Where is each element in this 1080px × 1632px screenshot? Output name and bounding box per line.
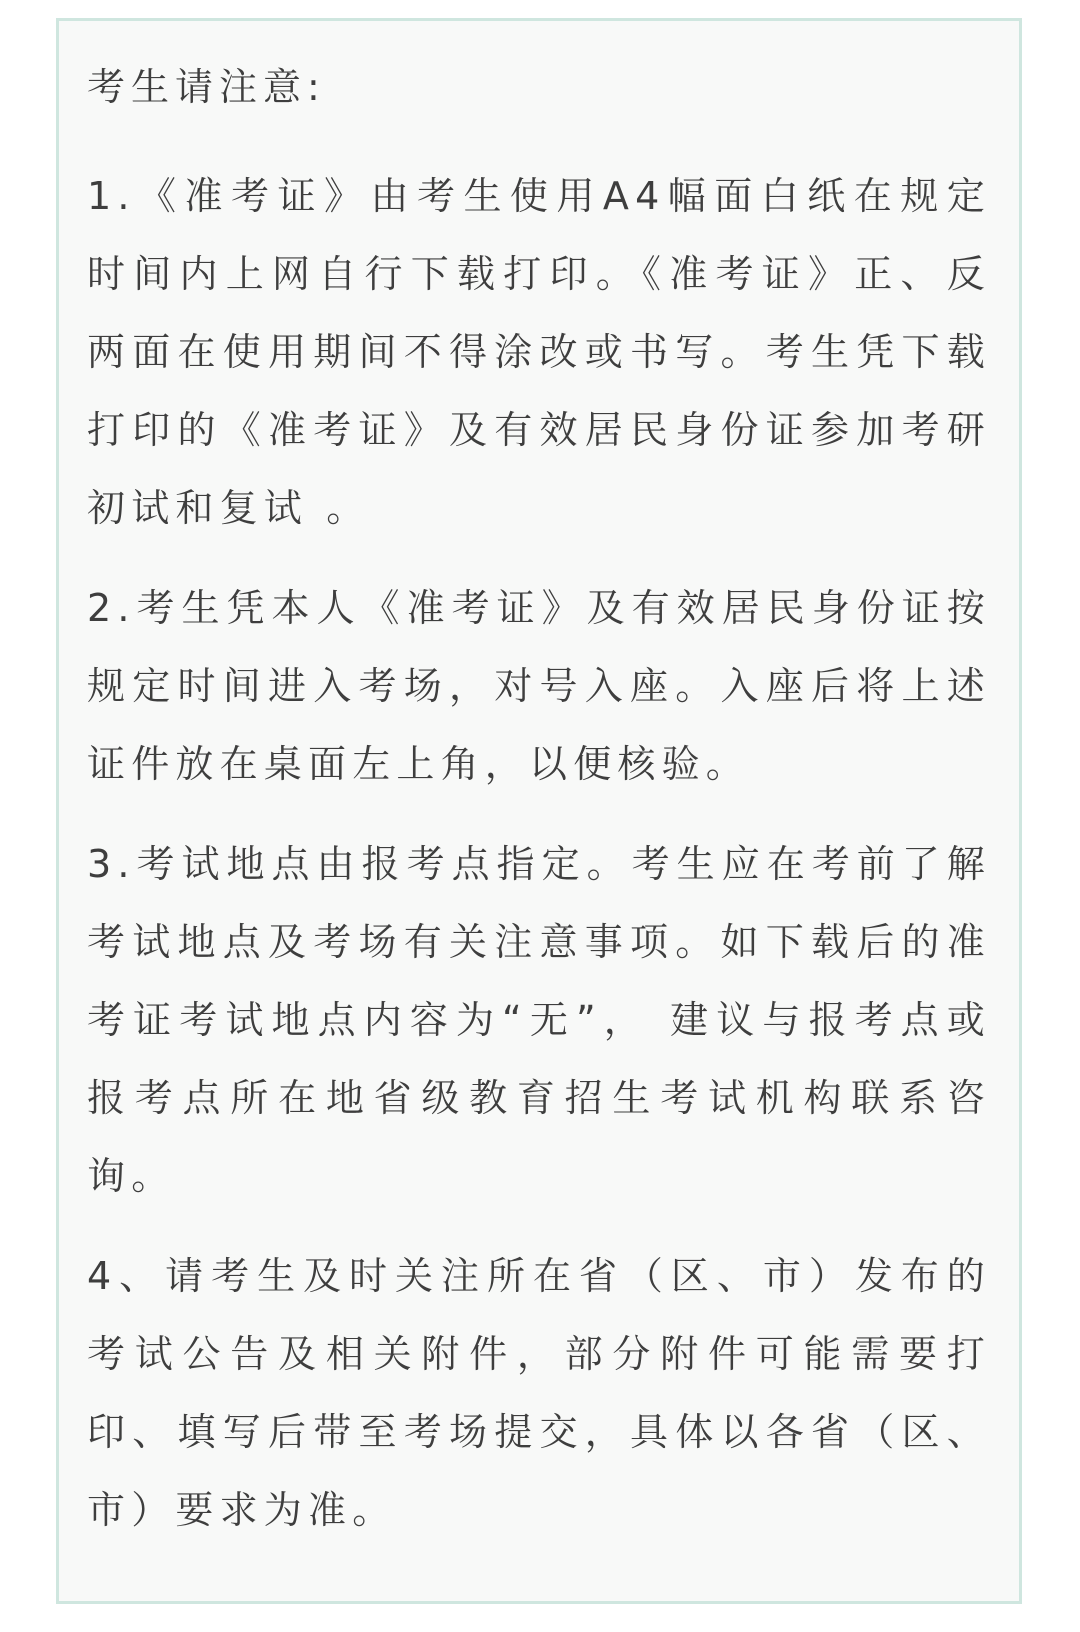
notice-title: 考生请注意: bbox=[87, 65, 326, 109]
notice-item-3: 3.考试地点由报考点指定。考生应在考前了解考试地点及考场有关注意事项。如下载后的准考证考试地点内容为“无”， 建议与报考点或报考点所在地省级教育招生考试机构联系咨询。 bbox=[87, 842, 991, 1198]
notice-item-2: 2.考生凭本人《准考证》及有效居民身份证按规定时间进入考场，对号入座。入座后将上述证件放在桌面左上角，以便核验。 bbox=[87, 586, 991, 786]
notice-box bbox=[56, 18, 1022, 1604]
notice-item-1: 1.《准考证》由考生使用A4幅面白纸在规定时间内上网自行下载打印。《准考证》正、反两面在使用期间不得涂改或书写。考生凭下载打印的《准考证》及有效居民身份证参加考研初试和复试 。 bbox=[87, 174, 991, 530]
notice-item-4: 4、请考生及时关注所在省（区、市）发布的考试公告及相关附件，部分附件可能需要打印、填写后带至考场提交，具体以各省（区、市）要求为准。 bbox=[87, 1254, 991, 1532]
